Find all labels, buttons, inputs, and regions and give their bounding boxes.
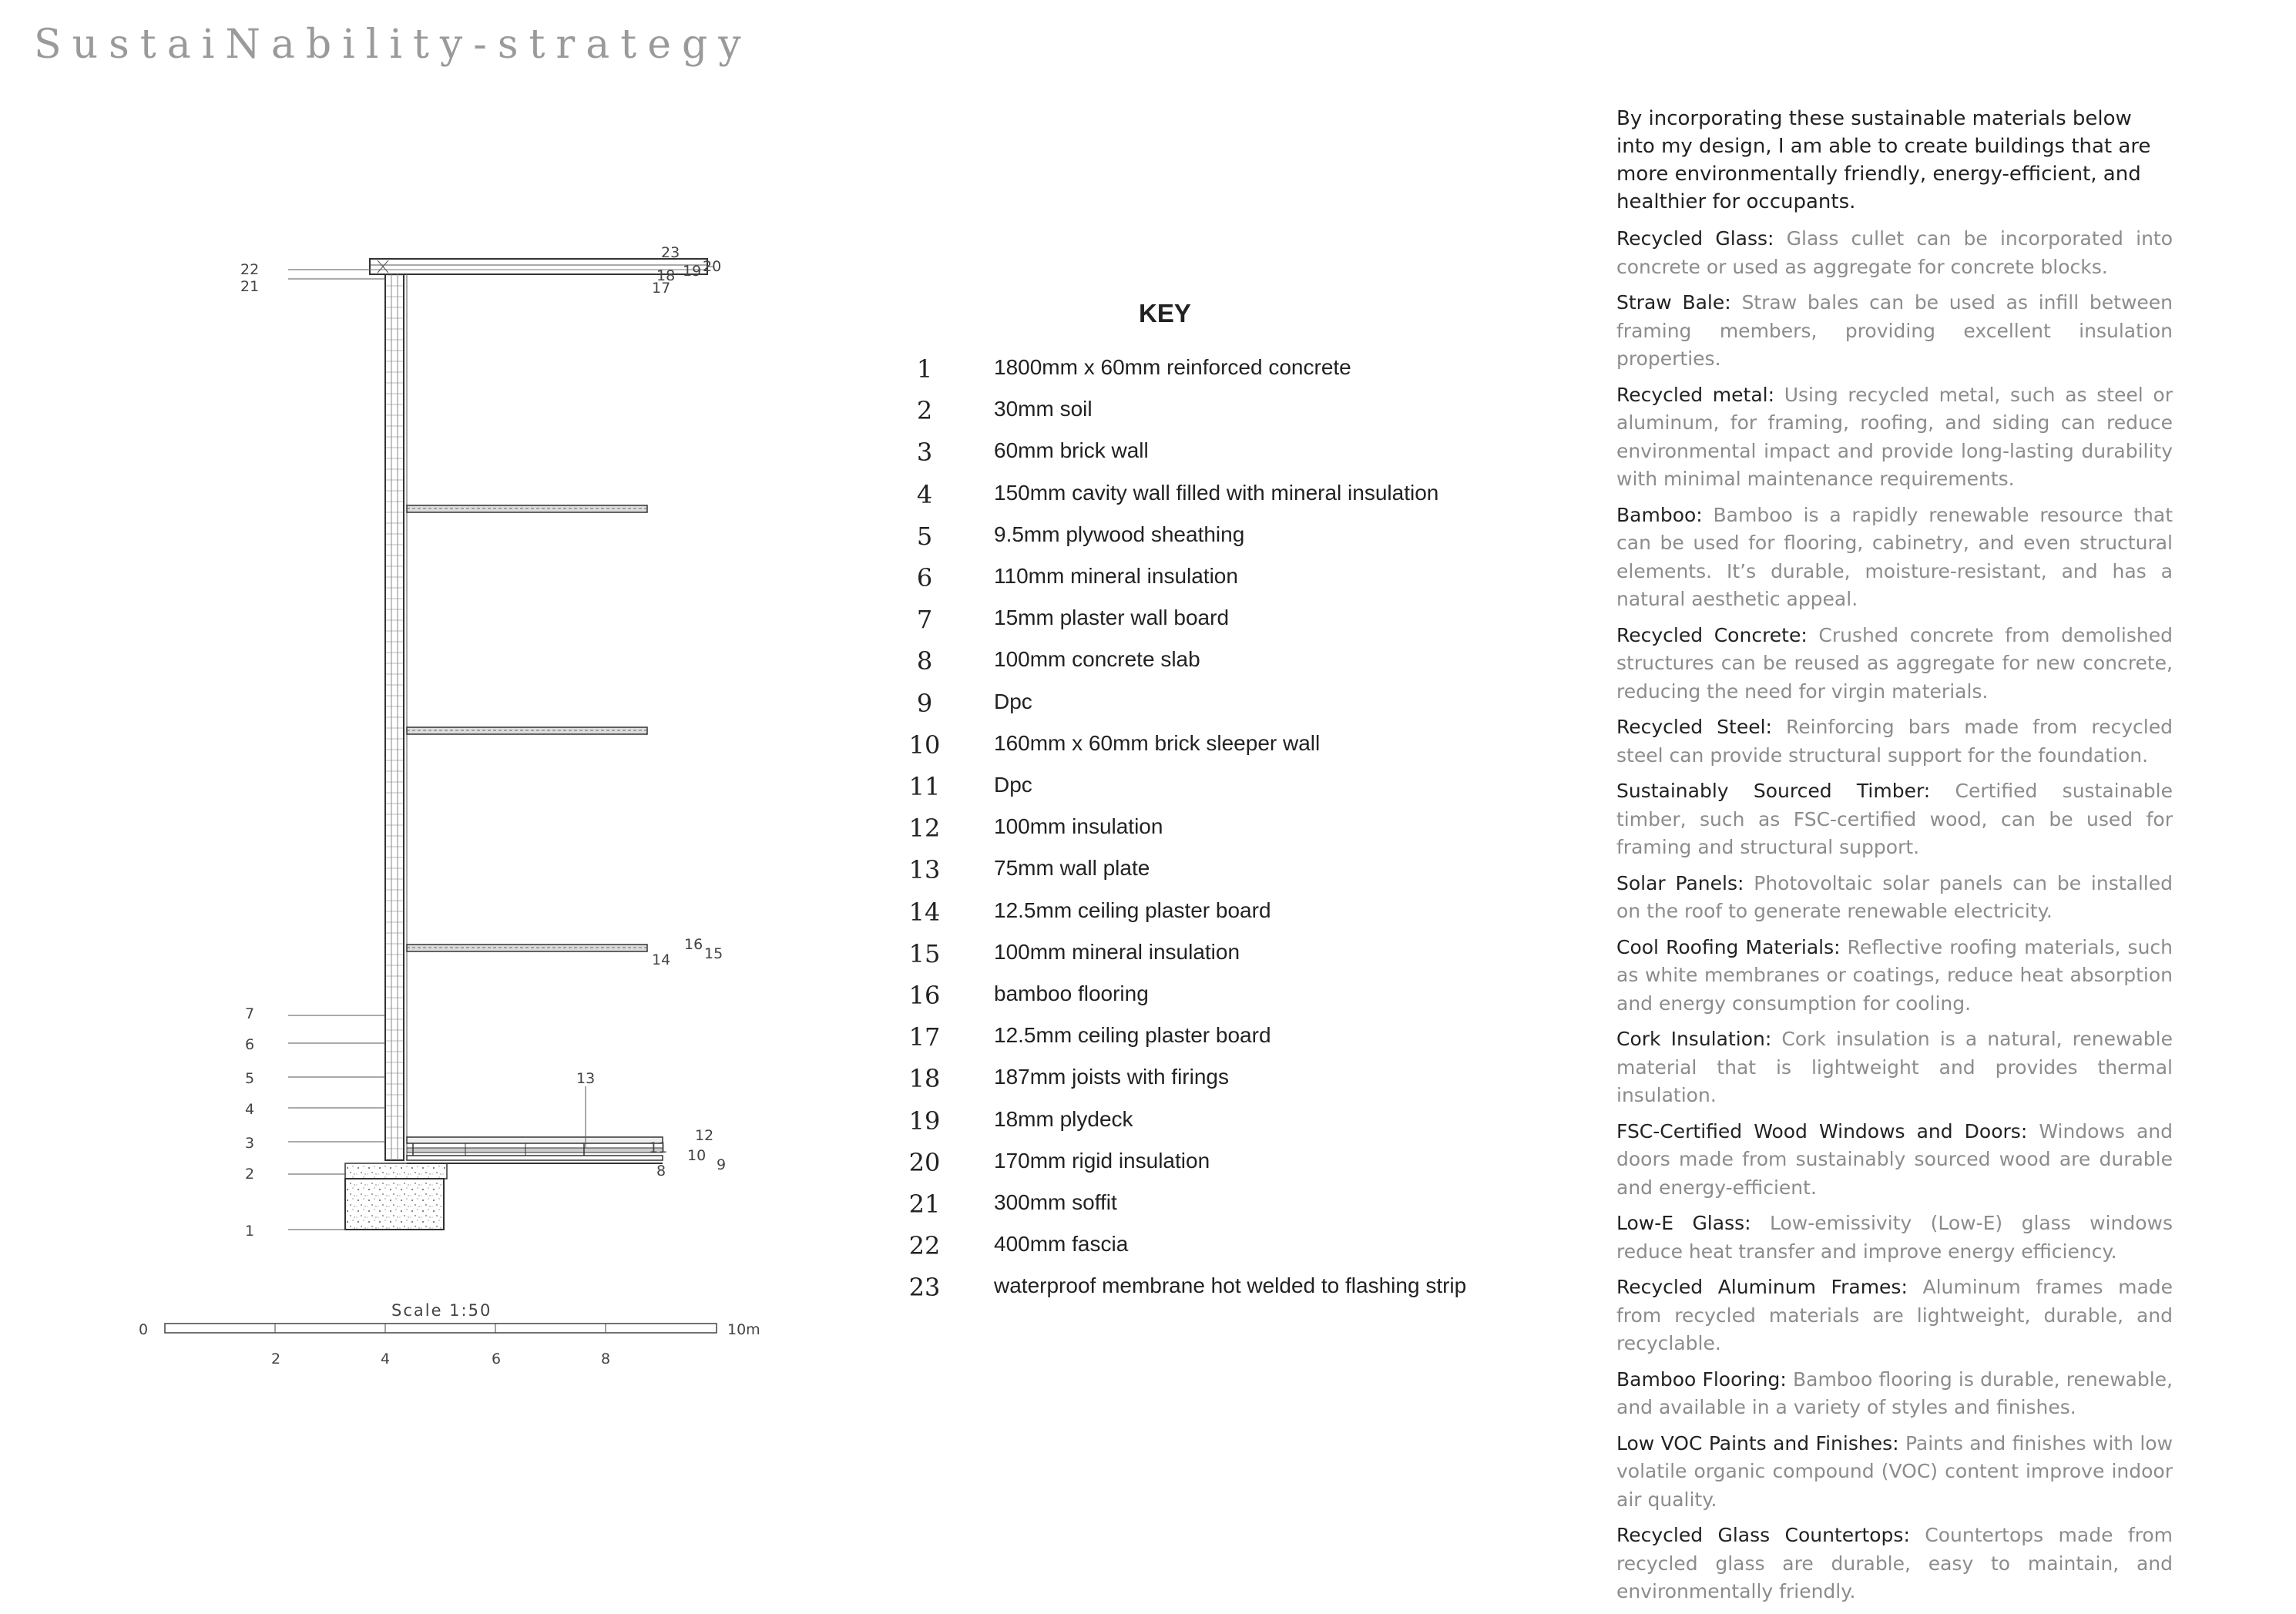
material-label: Low-E Glass [1616, 1212, 1745, 1234]
key-item-number: 9 [916, 688, 933, 718]
material-separator [1899, 1432, 1905, 1455]
material-entry [1616, 1430, 2173, 1515]
key-item [894, 938, 1526, 979]
key-item-number: 6 [916, 563, 933, 592]
key-item [894, 394, 1526, 436]
material-separator: : [1801, 623, 1819, 646]
key-item-text: 100mm concrete slab [994, 647, 1200, 672]
material-separator: : [1696, 503, 1714, 526]
material-separator [1772, 716, 1786, 738]
material-label: Bamboo Flooring [1616, 1367, 1781, 1391]
callout-22: 22 [240, 261, 260, 278]
material-entry [1616, 1118, 2173, 1203]
key-item [894, 1062, 1526, 1104]
key-item-text: bamboo flooring [994, 981, 1149, 1005]
key-item-number: 2 [916, 396, 933, 426]
material-label: Recycled Glass [1616, 227, 1768, 250]
material-separator: : [1724, 291, 1742, 314]
key-item-number: 18 [908, 1064, 941, 1094]
callout-19: 19 [683, 263, 702, 280]
material-separator: : [1767, 227, 1787, 250]
scale-tick-0: 0 [139, 1321, 149, 1338]
material-separator: : [1923, 780, 1955, 802]
key-item-text: 75mm wall plate [994, 856, 1150, 881]
key-item-number: 4 [916, 479, 933, 509]
callout-6: 6 [245, 1036, 255, 1053]
key-item-text: 15mm plaster wall board [994, 606, 1230, 630]
material-label: Bamboo [1616, 503, 1697, 526]
material-description: Bamboo is a rapidly renewable resource that can be used for flooring, cabinetry, and even structural elements. It’s durable, moisture-resistant, and has a natural aesthetic appeal. [1616, 503, 2173, 610]
key-item [894, 1271, 1526, 1313]
key-item-number: 15 [908, 938, 941, 968]
callout-3: 3 [245, 1135, 255, 1152]
material-entry [1616, 1366, 2173, 1422]
material-label: FSC-Certified Wood Windows and Doors [1616, 1119, 2021, 1143]
callout-4: 4 [245, 1101, 255, 1118]
material-description: Straw bales can be used as infill between framing members, providing excellent insulation properties. [1616, 291, 2173, 370]
material-separator: : [1901, 1276, 1923, 1298]
floor-slab [407, 945, 647, 951]
scale-tick-8: 8 [601, 1351, 611, 1367]
callout-18: 18 [656, 267, 676, 284]
material-label: Cork Insulation [1616, 1028, 1765, 1050]
material-description: Crushed concrete from demolished structures can be reused as aggregate for new concrete, reducing the need for virgin materials. [1616, 623, 2173, 703]
callout-9: 9 [717, 1156, 727, 1173]
key-item-number: 7 [916, 605, 933, 635]
material-description: Cork insulation is a natural, renewable material that is lightweight and provides thermal insulation. [1616, 1028, 2173, 1106]
callout-23: 23 [661, 244, 680, 261]
material-separator: : [1903, 1524, 1925, 1546]
key-item-number: 14 [908, 897, 941, 927]
key-item-text: waterproof membrane hot welded to flashing strip [994, 1273, 1467, 1298]
material-label: Sustainably Sourced Timber [1616, 780, 1924, 802]
callout-15: 15 [704, 945, 723, 962]
material-description: Certified sustainable timber, such as FSC-certified wood, can be used for framing and structural support. [1616, 780, 2173, 858]
leader-lines [288, 267, 713, 1230]
foundation [345, 1163, 447, 1230]
key-item [894, 854, 1526, 895]
key-item-text: 100mm mineral insulation [994, 939, 1240, 964]
key-item [894, 478, 1526, 520]
material-label: Cool Roofing Materials [1616, 935, 1834, 958]
material-description: Glass cullet can be incorporated into concrete or used as aggregate for concrete blocks. [1616, 227, 2173, 278]
material-separator: : [2020, 1119, 2039, 1143]
callout-10: 10 [687, 1147, 707, 1164]
scale-tick-10m: 10m [727, 1321, 760, 1338]
materials-column [1616, 105, 2173, 1614]
key-item-number: 17 [908, 1022, 941, 1052]
key-item-number: 5 [916, 521, 933, 551]
material-description: Windows and doors made from sustainably sourced wood are durable and energy-efficient. [1616, 1119, 2173, 1199]
key-item-number: 21 [908, 1190, 941, 1219]
key-item-text: 100mm insulation [994, 814, 1163, 839]
wall-section-drawing [0, 0, 770, 1387]
material-entry [1616, 502, 2173, 614]
key-item-number: 13 [908, 855, 941, 885]
scale-tick-2: 2 [271, 1351, 281, 1367]
key-item-number: 22 [908, 1231, 941, 1261]
page-title: SustaiNability-strategy [34, 22, 752, 68]
material-entry [1616, 713, 2173, 770]
scale-tick-6: 6 [492, 1351, 502, 1367]
key-item-number: 20 [908, 1147, 941, 1177]
scale-bar [139, 1301, 760, 1367]
key-item-text: 12.5mm ceiling plaster board [994, 1023, 1271, 1048]
callout-5: 5 [245, 1070, 255, 1087]
material-entry [1616, 289, 2173, 374]
key-item-text: Dpc [994, 689, 1032, 713]
material-label: Recycled metal [1616, 383, 1768, 406]
key-item [894, 979, 1526, 1021]
material-entry [1616, 1522, 2173, 1606]
material-label: Straw Bale [1616, 291, 1725, 314]
material-separator: : [1744, 1212, 1770, 1234]
key-item-text: 170mm rigid insulation [994, 1148, 1210, 1173]
callout-21: 21 [240, 278, 260, 295]
key-item-number: 16 [908, 981, 941, 1010]
material-description: Aluminum frames made from recycled materials are lightweight, durable, and recyclable. [1616, 1276, 2173, 1354]
material-entry [1616, 622, 2173, 706]
material-description: Paints and finishes with low volatile organic compound (VOC) content improve indoor air quality. [1616, 1431, 2173, 1511]
callout-17: 17 [652, 280, 671, 297]
key-item-number: 23 [908, 1273, 941, 1303]
material-label: Solar Panels [1616, 871, 1737, 894]
intro-paragraph: By incorporating these sustainable materials below into my design, I am able to create buildings that are more environmentally friendly, energy-efficient, and healthier for occupants. [1616, 107, 2151, 213]
material-entry [1616, 381, 2173, 494]
material-label: Recycled Aluminum Frames [1616, 1276, 1902, 1298]
external-wall [385, 274, 407, 1160]
material-entry [1616, 225, 2173, 281]
key-item-number: 8 [916, 646, 933, 676]
key-item-number: 10 [908, 730, 941, 760]
key-item [894, 353, 1526, 394]
key-item [894, 562, 1526, 603]
key-item [894, 645, 1526, 686]
floor-slab [407, 505, 647, 512]
scale-label: Scale 1:50 [391, 1301, 492, 1320]
key-item-text: 110mm mineral insulation [994, 564, 1238, 588]
key-item-text: 150mm cavity wall filled with mineral insulation [994, 480, 1439, 505]
key-item [894, 520, 1526, 562]
material-label: Recycled Concrete [1616, 623, 1801, 646]
key-item-text: 12.5mm ceiling plaster board [994, 898, 1271, 922]
key-item [894, 1021, 1526, 1062]
material-description: Bamboo flooring is durable, renewable, and available in a variety of styles and finishes. [1616, 1367, 2173, 1418]
callout-16: 16 [684, 936, 703, 953]
key-item-text: 1800mm x 60mm reinforced concrete [994, 355, 1351, 379]
material-description: Low-emissivity (Low-E) glass windows reduce heat transfer and improve energy efficiency. [1616, 1212, 2173, 1263]
material-entry [1616, 870, 2173, 926]
key-item-text: 18mm plydeck [994, 1106, 1133, 1131]
key-item-text: 30mm soil [994, 397, 1093, 421]
floor-slab [407, 727, 647, 734]
key-item [894, 812, 1526, 854]
key-item [894, 770, 1526, 812]
key-item [894, 1105, 1526, 1146]
material-entry [1616, 1273, 2173, 1358]
callout-8: 8 [656, 1163, 666, 1179]
material-entry [1616, 934, 2173, 1018]
material-separator: : [1737, 871, 1754, 894]
material-separator: : [1834, 935, 1848, 958]
key-item-number: 1 [916, 354, 933, 384]
callout-2: 2 [245, 1166, 255, 1183]
material-label: Low VOC Paints and Finishes: [1616, 1431, 1899, 1455]
key-item-text: 187mm joists with firings [994, 1065, 1229, 1089]
callout-14: 14 [652, 951, 671, 968]
material-label: Recycled Glass Countertops [1616, 1524, 1904, 1546]
key-item-text: 400mm fascia [994, 1232, 1129, 1257]
material-entry [1616, 777, 2173, 862]
key-item [894, 687, 1526, 729]
key-item-text: 60mm brick wall [994, 438, 1149, 463]
callout-7: 7 [245, 1005, 255, 1022]
scale-tick-4: 4 [381, 1351, 391, 1367]
key-item [894, 1230, 1526, 1271]
key-item-text: 160mm x 60mm brick sleeper wall [994, 730, 1321, 755]
material-description: Photovoltaic solar panels can be installed on the roof to generate renewable electricity. [1616, 871, 2173, 922]
key-item-number: 12 [908, 814, 941, 844]
key-item [894, 896, 1526, 938]
material-description: Reinforcing bars made from recycled steel can provide structural support for the foundation. [1616, 716, 2173, 767]
key-item-text: 300mm soffit [994, 1190, 1117, 1214]
callout-11: 11 [649, 1139, 668, 1156]
material-description: Reflective roofing materials, such as white membranes or coatings, reduce heat absorption and energy consumption for cooling. [1616, 935, 2173, 1015]
material-separator: : [1780, 1367, 1793, 1391]
material-separator: : [1764, 1028, 1782, 1050]
key-item-text: Dpc [994, 773, 1032, 797]
material-description: Countertops made from recycled glass are durable, easy to maintain, and environmentally friendly. [1616, 1524, 2173, 1602]
key-item [894, 436, 1526, 478]
key-item [894, 729, 1526, 770]
materials-list [1616, 225, 2173, 1606]
material-label: Recycled Steel: [1616, 716, 1772, 738]
material-entry [1616, 1025, 2173, 1110]
callout-1: 1 [245, 1223, 255, 1240]
callout-20: 20 [703, 258, 722, 275]
ground-floor-assembly [407, 1137, 663, 1163]
callout-12: 12 [695, 1127, 714, 1144]
key-item [894, 603, 1526, 645]
key-item-text: 9.5mm plywood sheathing [994, 522, 1245, 546]
material-description: Using recycled metal, such as steel or aluminum, for framing, roofing, and siding can reduce environmental impact and provide long-lasting durability with minimal maintenance requirements. [1616, 383, 2173, 490]
key-item [894, 1188, 1526, 1230]
key-item-number: 3 [916, 438, 933, 468]
key-title: KEY [1139, 299, 1191, 327]
callout-13: 13 [576, 1070, 596, 1087]
material-entry [1616, 1210, 2173, 1266]
material-separator: : [1767, 383, 1784, 406]
key-item [894, 1146, 1526, 1188]
key-item-number: 11 [908, 772, 941, 801]
key-item-number: 19 [908, 1106, 941, 1136]
